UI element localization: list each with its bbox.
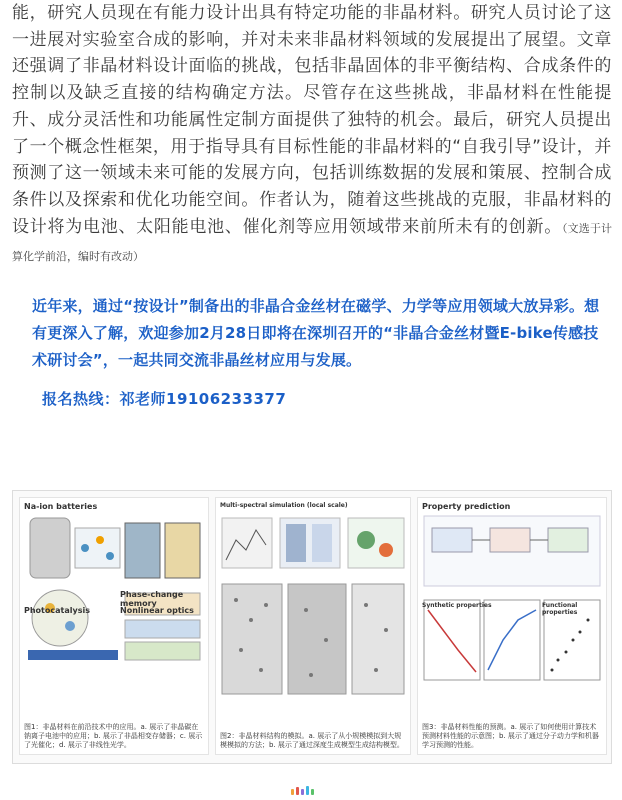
sim-label-1: Multi-spectral simulation (local scale): [220, 502, 348, 509]
panel-label-a: Na-ion batteries: [24, 502, 98, 511]
research-figure[interactable]: [12, 490, 612, 764]
event-announcement: 近年来，通过“按设计”制备出的非晶合金丝材在磁学、力学等应用领域大放异彩。想有更深入了解，欢迎参加2月28日即将在深圳召开的“非晶合金丝材暨E-bike传感技术研讨会”，一起共同交流非晶丝材应用与发展。: [32, 297, 600, 370]
prop-label-1: Property prediction: [422, 502, 511, 511]
paragraph-text: 能，研究人员现在有能力设计出具有特定功能的非晶材料。研究人员讨论了这一进展对实验室合成的影响，并对未来非晶材料领域的发展提出了展望。文章还强调了非晶材料设计面临的挑战，包括非晶固体的非平衡结构、合成条件的控制以及缺乏直接的结构确定方法。尽管存在这些挑战，非晶材料在性能提升、成分灵活性和功能属性定制方面提供了独特的机会。最后，研究人员提出了一个概念性框架，用于指导具有目标性能的非晶材料的“自我引导”设计，并预测了这一领域未来可能的发展方向，包括训练数据的发展和策展、控制合成条件以及探索和优化功能空间。作者认为，随着这些挑战的克服，非晶材料的设计将为电池、太阳能电池、催化剂等应用领域带来前所未有的创新。: [12, 3, 612, 237]
panel-label-c: Photocatalysis: [24, 606, 90, 615]
panel-label-b: Phase-change memory: [120, 590, 184, 608]
article-paragraph: [12, 0, 612, 271]
simulation-illustration: [216, 510, 410, 710]
figure-caption-2: 图2：非晶材料结构的模拟。a. 展示了从小规模模拟到大规模模拟的方法；b. 展示了通过深度生成模型生成结构模型。: [220, 732, 404, 749]
prop-label-2: Synthetic properties: [422, 602, 492, 609]
panel-label-d: Nonlinear optics: [120, 606, 194, 615]
figure-panel-properties: [417, 497, 607, 755]
article-body: [12, 0, 612, 409]
figure-caption-3: 图3：非晶材料性能的预测。a. 展示了如何使用计算技术预测材料性能的示意图；b. 展示了通过分子动力学和机器学习预测的性能。: [422, 723, 599, 749]
source-note: （文选于计算化学前沿，编时有改动）: [12, 221, 612, 264]
page-indicator-icon: [291, 786, 314, 795]
figure-caption-1: 图1：非晶材料在前沿技术中的应用。a. 展示了非晶碳在钠离子电池中的应用；b. 展示了非晶相变存储器；c. 展示了光催化；d. 展示了非线性光学。: [24, 723, 203, 749]
registration-hotline[interactable]: 报名热线：祁老师19106233377: [42, 390, 287, 409]
figure-panel-simulation: [215, 497, 411, 755]
figure-panel-applications: [19, 497, 209, 755]
prop-label-3: Functional properties: [542, 602, 578, 616]
